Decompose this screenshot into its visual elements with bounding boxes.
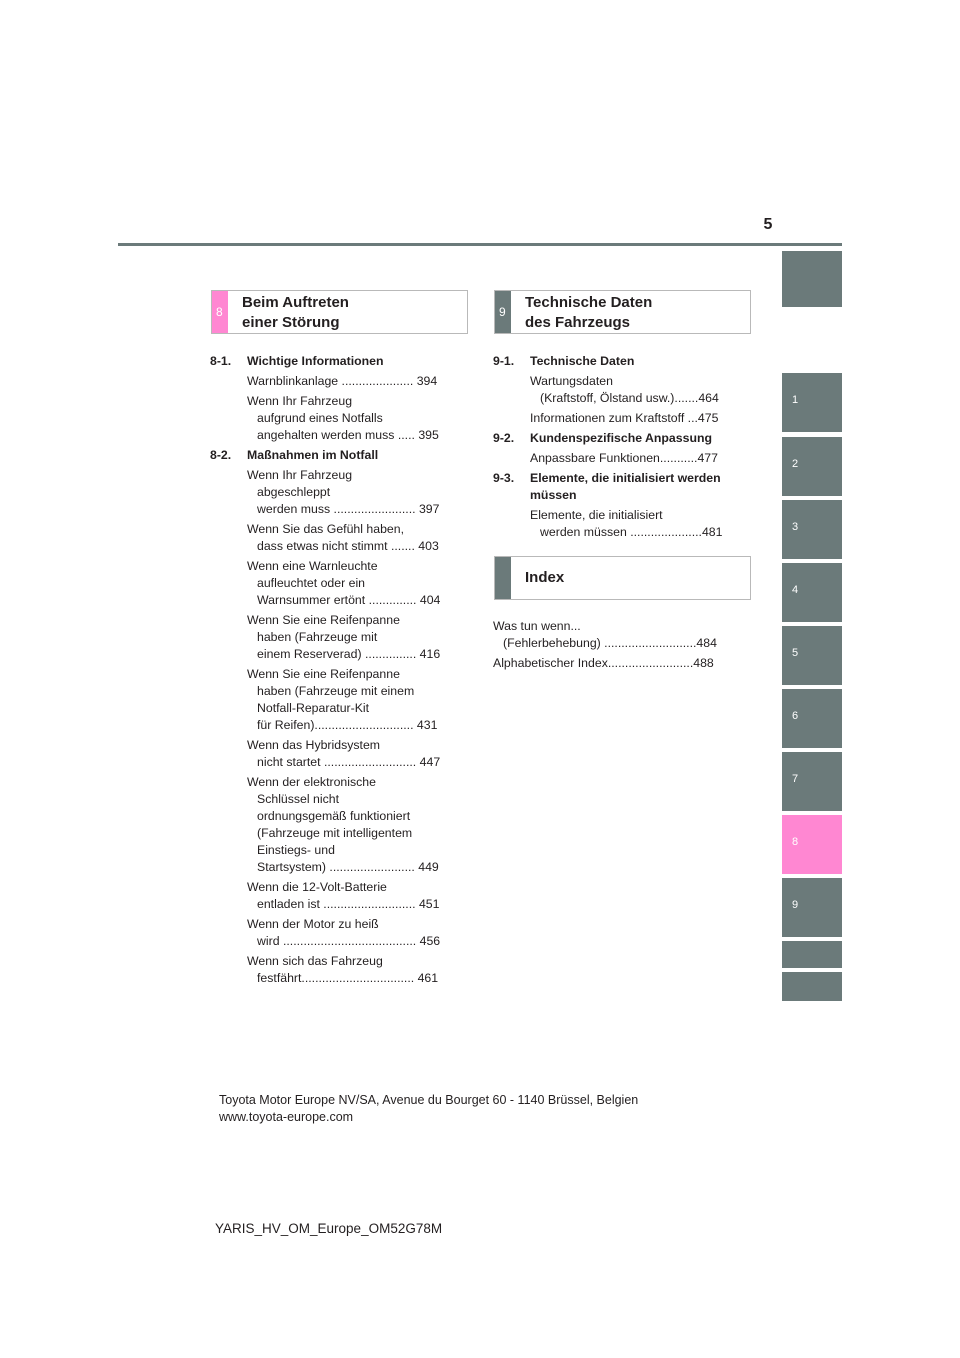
toc-entry-line: Wenn der Motor zu heiß xyxy=(247,917,379,931)
chapter-number: 8-2. xyxy=(210,448,232,462)
toc-entry-line: werden müssen .....................481 xyxy=(540,525,723,539)
chapter-tab-label: 2 xyxy=(792,458,799,470)
toc-entry-line: nicht startet ........................... 447 xyxy=(257,755,441,769)
toc-index xyxy=(493,618,748,675)
toc-entry-line: Wenn der elektronische xyxy=(247,775,376,789)
toc-entry[interactable] xyxy=(210,373,460,390)
toc-entry[interactable] xyxy=(210,666,460,734)
section-box-8 xyxy=(211,290,468,334)
toc-entry-line: Wenn das Hybridsystem xyxy=(247,738,381,752)
chapter-tab-8[interactable] xyxy=(782,815,842,874)
toc-entry[interactable] xyxy=(210,737,460,771)
toc-chapter-heading[interactable] xyxy=(210,353,460,370)
toc-entry[interactable] xyxy=(210,953,460,987)
toc-entry-line: Wenn eine Warnleuchte xyxy=(247,559,378,573)
toc-entry-line: haben (Fahrzeuge mit xyxy=(257,630,378,644)
toc-entry-line: aufgrund eines Notfalls xyxy=(257,411,383,425)
toc-entry-line: wird ....................................... 456 xyxy=(257,934,441,948)
toc-entry-line: aufleuchtet oder ein xyxy=(257,576,366,590)
toc-chapter-heading[interactable] xyxy=(493,353,748,370)
toc-entry-line: festfährt................................. 461 xyxy=(257,971,439,985)
chapter-title: Elemente, die initialisiert werden müssen xyxy=(530,471,721,502)
header-rule xyxy=(118,243,842,246)
toc-entry-line: werden muss ........................ 397 xyxy=(257,502,440,516)
chapter-title: Technische Daten xyxy=(530,354,635,368)
chapter-tab-6[interactable] xyxy=(782,689,842,748)
toc-right xyxy=(493,353,748,544)
section-title-8: Beim Auftreten einer Störung xyxy=(242,294,349,331)
toc-entry-line: einem Reserverad) ............... 416 xyxy=(257,647,441,661)
footer xyxy=(219,1092,638,1126)
toc-entry[interactable] xyxy=(210,879,460,913)
toc-entry-line: für Reifen)............................. 431 xyxy=(257,718,438,732)
chapter-tab-label: 6 xyxy=(792,710,799,722)
toc-entry-line: entladen ist ........................... 451 xyxy=(257,897,440,911)
toc-entry-line: Warnblinkanlage ..................... 394 xyxy=(247,374,438,388)
chapter-tab-2[interactable] xyxy=(782,437,842,496)
toc-entry[interactable] xyxy=(210,521,460,555)
toc-entry-line: Einstiegs- und xyxy=(257,843,335,857)
toc-entry-line: ordnungsgemäß funktioniert xyxy=(257,809,411,823)
toc-entry-line: Warnsummer ertönt .............. 404 xyxy=(257,593,441,607)
toc-entry[interactable] xyxy=(493,655,748,672)
toc-chapter-heading[interactable] xyxy=(493,470,748,504)
section-marker-index xyxy=(495,557,511,599)
toc-chapter-heading[interactable] xyxy=(493,430,748,447)
toc-entry-line: dass etwas nicht stimmt ....... 403 xyxy=(257,539,439,553)
toc-entry[interactable] xyxy=(210,558,460,609)
section-marker-9: 9 xyxy=(495,291,511,333)
toc-entry[interactable] xyxy=(493,507,748,541)
toc-entry-line: Wenn sich das Fahrzeug xyxy=(247,954,383,968)
toc-entry-line: (Fahrzeuge mit intelligentem xyxy=(257,826,413,840)
chapter-tab-blank[interactable] xyxy=(782,972,842,1001)
toc-entry[interactable] xyxy=(210,774,460,876)
toc-entry-line: angehalten werden muss ..... 395 xyxy=(257,428,439,442)
chapter-tab-label: 9 xyxy=(792,899,799,911)
chapter-title: Maßnahmen im Notfall xyxy=(247,448,379,462)
toc-entry-line: Wenn Ihr Fahrzeug xyxy=(247,468,353,482)
toc-entry-line: Anpassbare Funktionen...........477 xyxy=(530,451,718,465)
toc-entry-line: Was tun wenn... xyxy=(493,619,581,633)
toc-entry-line: Wenn Sie eine Reifenpanne xyxy=(247,613,400,627)
toc-entry-line: Schlüssel nicht xyxy=(257,792,340,806)
toc-entry-line: haben (Fahrzeuge mit einem xyxy=(257,684,415,698)
footer-address: Toyota Motor Europe NV/SA, Avenue du Bourget 60 - 1140 Brüssel, Belgien xyxy=(219,1093,639,1107)
toc-entry-line: Notfall-Reparatur-Kit xyxy=(257,701,370,715)
chapter-title: Wichtige Informationen xyxy=(247,354,384,368)
chapter-number: 9-2. xyxy=(493,431,515,445)
toc-entry[interactable] xyxy=(493,373,748,407)
chapter-tab-label: 7 xyxy=(792,773,799,785)
chapter-tab-label: 4 xyxy=(792,584,799,596)
toc-left xyxy=(210,353,460,990)
toc-entry-line: Informationen zum Kraftstoff ...475 xyxy=(530,411,719,425)
toc-entry[interactable] xyxy=(210,393,460,444)
toc-entry-line: (Fehlerbehebung) ...........................484 xyxy=(503,636,717,650)
toc-entry[interactable] xyxy=(493,410,748,427)
toc-entry-line: Wenn Ihr Fahrzeug xyxy=(247,394,353,408)
toc-entry-line: abgeschleppt xyxy=(257,485,331,499)
toc-entry[interactable] xyxy=(493,450,748,467)
toc-entry-line: Wenn die 12-Volt-Batterie xyxy=(247,880,387,894)
chapter-number: 9-1. xyxy=(493,354,515,368)
chapter-tab-label: 3 xyxy=(792,521,799,533)
chapter-tab-4[interactable] xyxy=(782,563,842,622)
toc-entry-line: Startsystem) ......................... 449 xyxy=(257,860,439,874)
chapter-tabs xyxy=(782,0,842,1358)
chapter-title: Kundenspezifische Anpassung xyxy=(530,431,712,445)
section-box-9 xyxy=(494,290,751,334)
document-id: YARIS_HV_OM_Europe_OM52G78M xyxy=(215,1221,443,1236)
toc-entry-line: Elemente, die initialisiert xyxy=(530,508,663,522)
toc-entry[interactable] xyxy=(493,618,748,652)
chapter-tab-5[interactable] xyxy=(782,626,842,685)
page-number: 5 xyxy=(763,216,773,233)
section-box-index xyxy=(494,556,751,600)
chapter-tab-label: 1 xyxy=(792,394,799,406)
chapter-tab-label: 5 xyxy=(792,647,799,659)
chapter-tab-7[interactable] xyxy=(782,752,842,811)
toc-entry[interactable] xyxy=(210,467,460,518)
section-title-9: Technische Daten des Fahrzeugs xyxy=(525,294,653,331)
footer-url[interactable]: www.toyota-europe.com xyxy=(219,1110,354,1124)
chapter-tab-blank[interactable] xyxy=(782,251,842,307)
section-marker-8: 8 xyxy=(212,291,228,333)
toc-chapter-heading[interactable] xyxy=(210,447,460,464)
chapter-tab-blank[interactable] xyxy=(782,941,842,968)
section-title-index: Index xyxy=(525,569,565,586)
chapter-tab-1[interactable] xyxy=(782,373,842,432)
chapter-tab-label: 8 xyxy=(792,836,799,848)
toc-entry-line: Wenn Sie das Gefühl haben, xyxy=(247,522,405,536)
toc-entry[interactable] xyxy=(210,916,460,950)
toc-entry[interactable] xyxy=(210,612,460,663)
toc-entry-line: Wartungsdaten xyxy=(530,374,613,388)
toc-entry-line: Alphabetischer Index.........................488 xyxy=(493,656,714,670)
chapter-number: 8-1. xyxy=(210,354,232,368)
chapter-number: 9-3. xyxy=(493,471,515,485)
toc-entry-line: (Kraftstoff, Ölstand usw.).......464 xyxy=(540,391,719,405)
chapter-tab-9[interactable] xyxy=(782,878,842,937)
chapter-tab-3[interactable] xyxy=(782,500,842,559)
toc-entry-line: Wenn Sie eine Reifenpanne xyxy=(247,667,400,681)
